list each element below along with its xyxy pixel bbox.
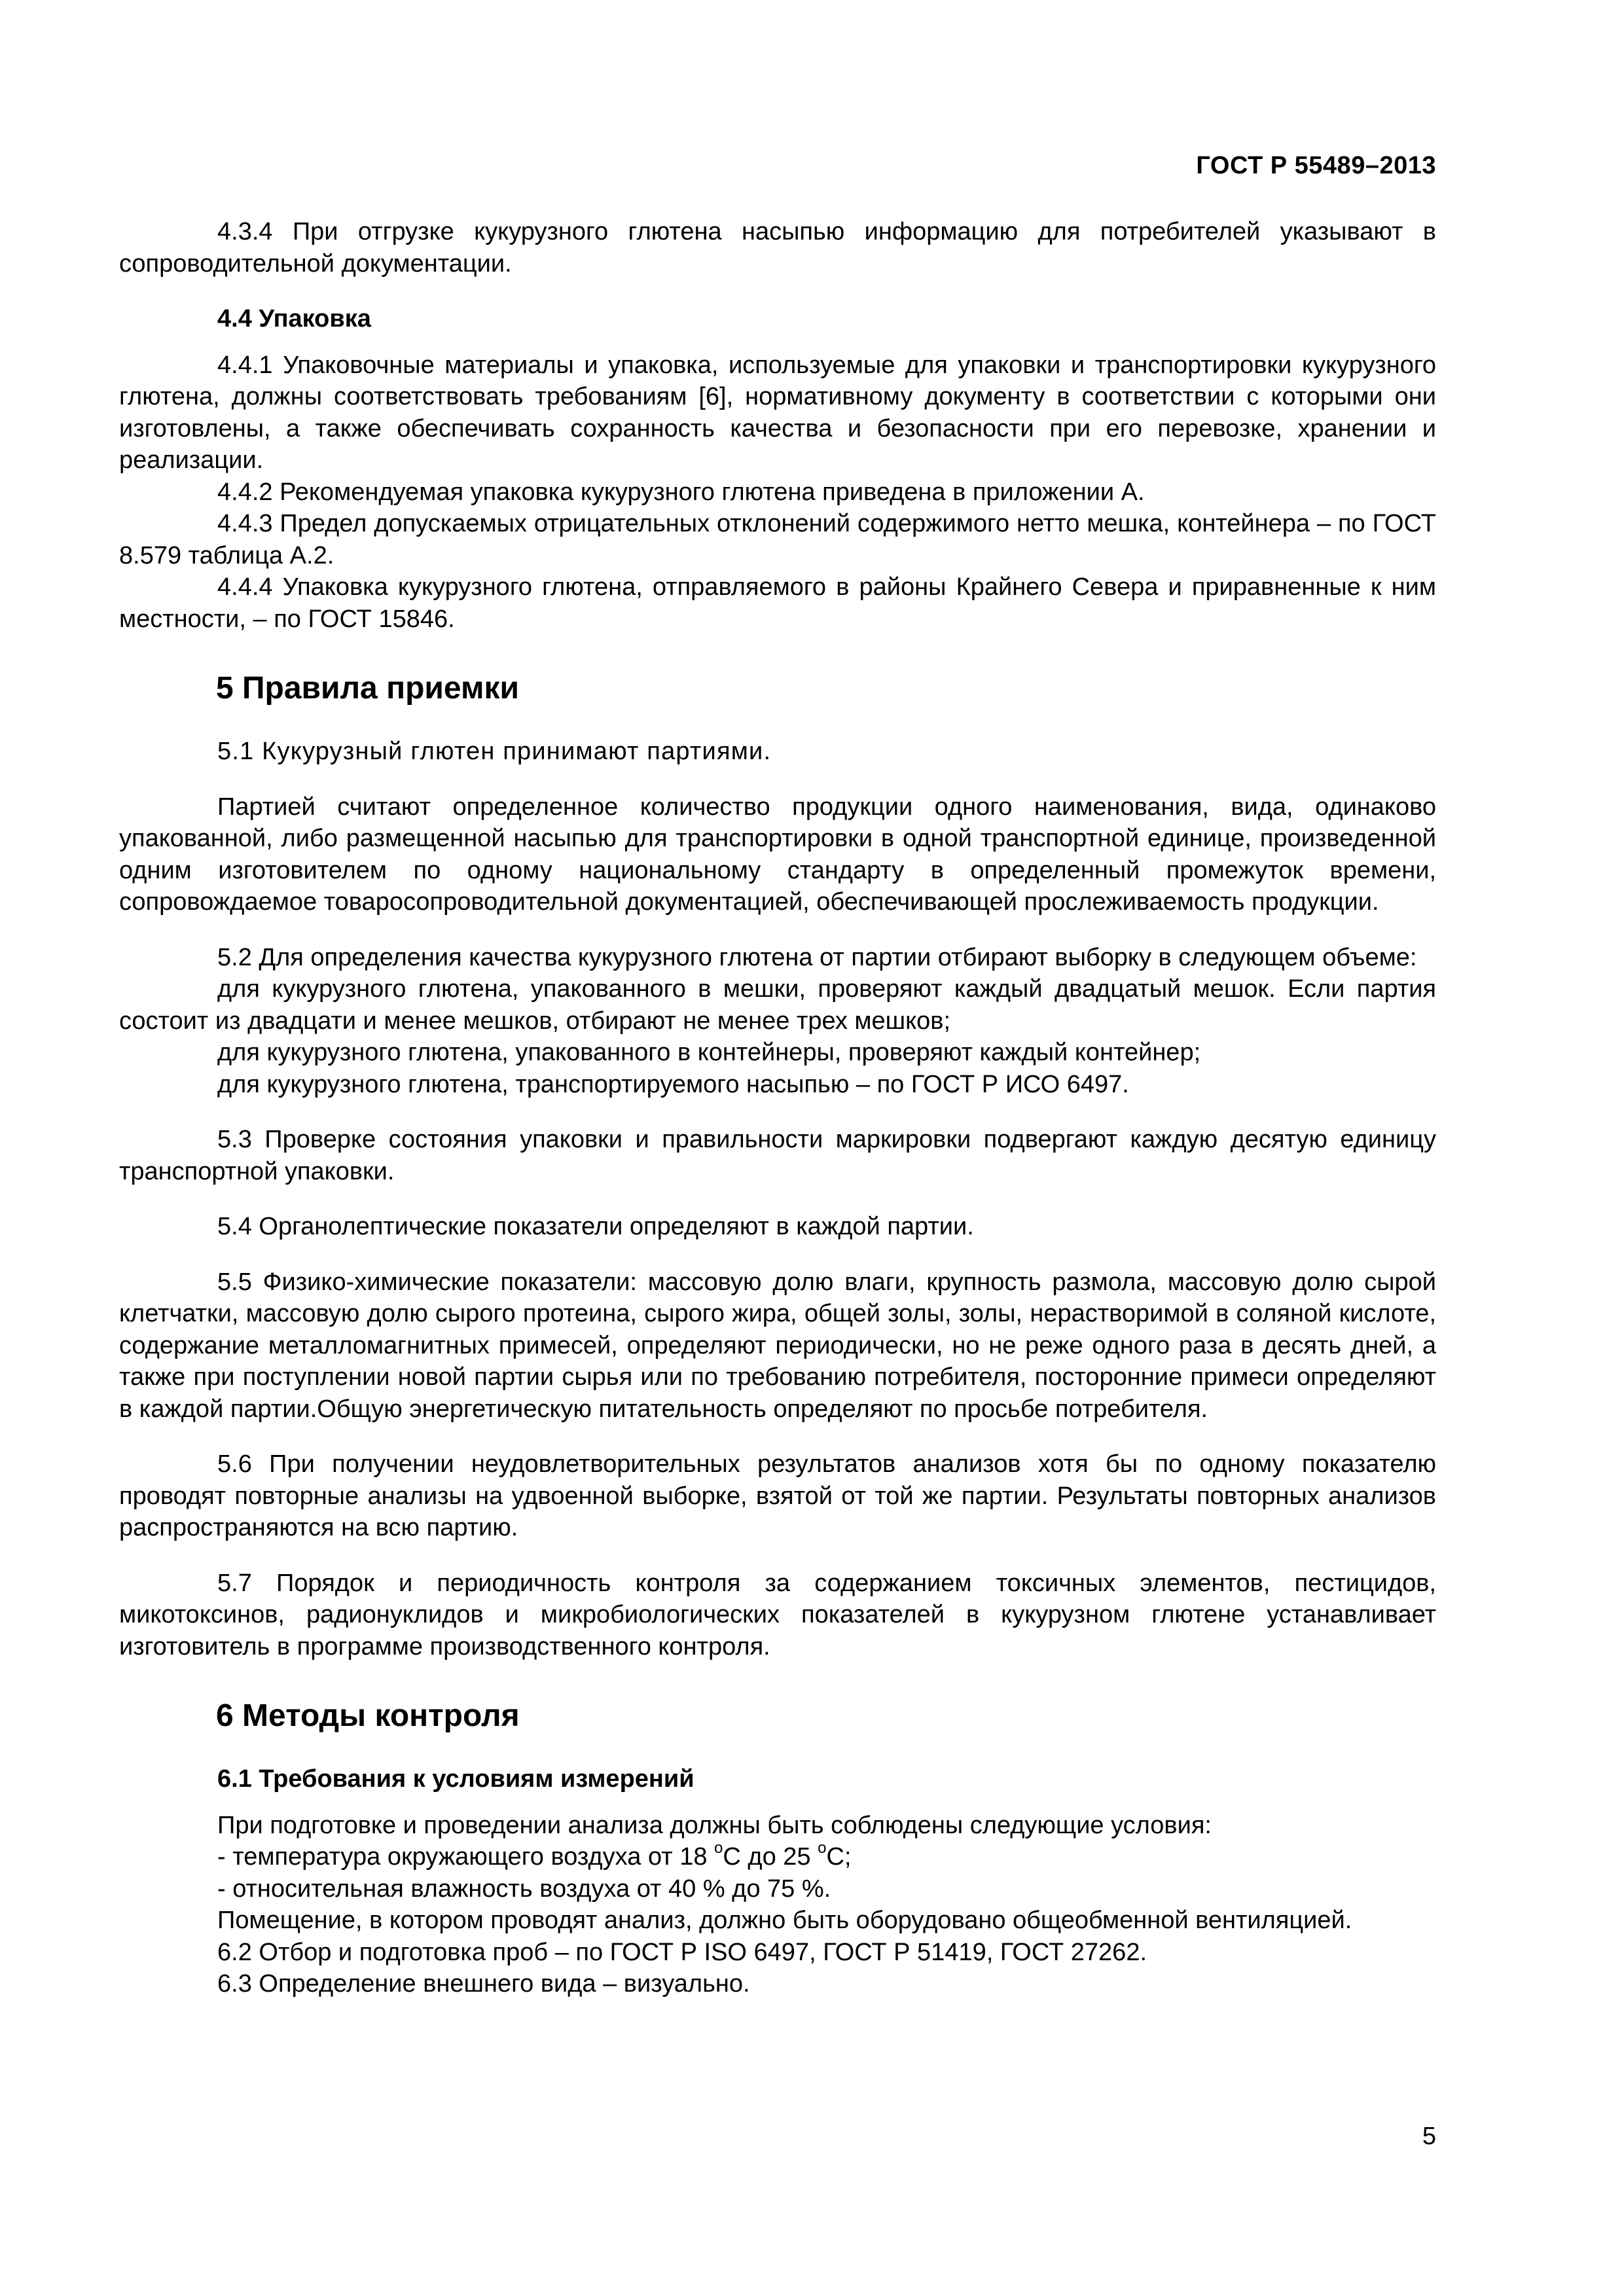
paragraph-4-4-2: 4.4.2 Рекомендуемая упаковка кукурузного глютена приведена в приложении А.	[217, 478, 1145, 506]
temperature-text-middle: С до 25	[723, 1843, 818, 1871]
paragraph-5-1: 5.1 Кукурузный глютен принимают партиями.	[217, 738, 772, 765]
paragraph-5-7: 5.7 Порядок и периодичность контроля за содержанием токсичных элементов, пестицидов, микотоксинов, радионуклидов и микробиологических показателей в кукурузном глютене устанавливает изготовитель в программе производственного контроля.	[119, 1569, 1436, 1660]
paragraph-5-6: 5.6 При получении неудовлетворительных результатов анализов хотя бы по одному показателю проводят повторные анализы на удвоенной выборке, взятой от той же партии. Результаты повторных анализов распространяются на всю партию.	[119, 1450, 1436, 1541]
page-number: 5	[1422, 2123, 1436, 2150]
temperature-text-start: - температура окружающего воздуха от 18	[217, 1843, 715, 1871]
paragraph-6-1-humidity: - относительная влажность воздуха от 40 % до 75 %.	[217, 1874, 831, 1903]
subsection-heading-6-1: 6.1 Требования к условиям измерений	[217, 1765, 695, 1793]
paragraph-6-1-ventilation: Помещение, в котором проводят анализ, должно быть оборудовано общеобменной вентиляцией.	[217, 1907, 1352, 1934]
paragraph-4-4-4: 4.4.4 Упаковка кукурузного глютена, отправляемого в районы Крайнего Севера и приравненные к ним местности, – по ГОСТ 15846.	[119, 573, 1436, 633]
paragraph-5-2: 5.2 Для определения качества кукурузного глютена от партии отбирают выборку в следующем объеме:	[217, 943, 1417, 971]
temperature-text-end: С;	[826, 1843, 852, 1871]
subsection-heading-4-4: 4.4 Упаковка	[217, 305, 371, 332]
section-heading-6: 6 Методы контроля	[216, 1698, 520, 1733]
paragraph-5-5: 5.5 Физико-химические показатели: массовую долю влаги, крупность размола, массовую долю сырой клетчатки, массовую долю сырого протеина, сырого жира, общей золы, золы, нерастворимой в соляной кислоте, содержание металломагнитных примесей, определяют периодически, но не реже одного раза в десять дней, а также при поступлении новой партии сырья или по требованию потребителя, посторонние примеси определяют в каждой партии.Общую энергетическую питательность определяют по просьбе потребителя.	[119, 1268, 1436, 1423]
paragraph-5-2-bulk: для кукурузного глютена, транспортируемого насыпью – по ГОСТ Р ИСО 6497.	[217, 1070, 1129, 1098]
paragraph-5-4: 5.4 Органолептические показатели определяют в каждой партии.	[217, 1213, 974, 1240]
section-heading-5: 5 Правила приемки	[216, 671, 520, 706]
paragraph-4-4-1: 4.4.1 Упаковочные материалы и упаковка, используемые для упаковки и транспортировки кукурузного глютена, должны соответствовать требованиям [6], нормативному документу в соответствии с которыми они изготовлены, а также обеспечивать сохранность качества и безопасности при его перевозке, хранении и реализации.	[119, 351, 1436, 474]
paragraph-6-1-conditions: При подготовке и проведении анализа должны быть соблюдены следующие условия:	[217, 1811, 1212, 1839]
degree-superscript: о	[714, 1839, 723, 1857]
paragraph-5-3: 5.3 Проверке состояния упаковки и правильности маркировки подвергают каждую десятую единицу транспортной упаковки.	[119, 1126, 1436, 1185]
paragraph-4-4-3: 4.4.3 Предел допускаемых отрицательных отклонений содержимого нетто мешка, контейнера – по ГОСТ 8.579 таблица А.2.	[119, 510, 1436, 569]
document-header-id: ГОСТ Р 55489–2013	[1196, 152, 1436, 179]
degree-superscript: о	[818, 1839, 827, 1857]
document-body	[119, 216, 1436, 2000]
paragraph-6-2: 6.2 Отбор и подготовка проб – по ГОСТ Р ISO 6497, ГОСТ Р 51419, ГОСТ 27262.	[217, 1938, 1147, 1966]
paragraph-5-2-containers: для кукурузного глютена, упакованного в контейнеры, проверяют каждый контейнер;	[217, 1039, 1201, 1066]
paragraph-6-1-temperature	[119, 1841, 1436, 1873]
paragraph-5-1-lot-definition: Партией считают определенное количество продукции одного наименования, вида, одинаково упакованной, либо размещенной насыпью для транспортировки в одной транспортной единице, произведенной одним изготовителем по одному национальному стандарту в определенный промежуток времени, сопровождаемое товаросопроводительной документацией, обеспечивающей прослеживаемость продукции.	[119, 793, 1436, 916]
paragraph-5-2-bags: для кукурузного глютена, упакованного в мешки, проверяют каждый двадцатый мешок. Если партия состоит из двадцати и менее мешков, отбирают не менее трех мешков;	[119, 975, 1436, 1035]
paragraph-4-3-4: 4.3.4 При отгрузке кукурузного глютена насыпью информацию для потребителей указывают в сопроводительной документации.	[119, 218, 1436, 278]
paragraph-6-3: 6.3 Определение внешнего вида – визуально.	[217, 1970, 750, 1998]
